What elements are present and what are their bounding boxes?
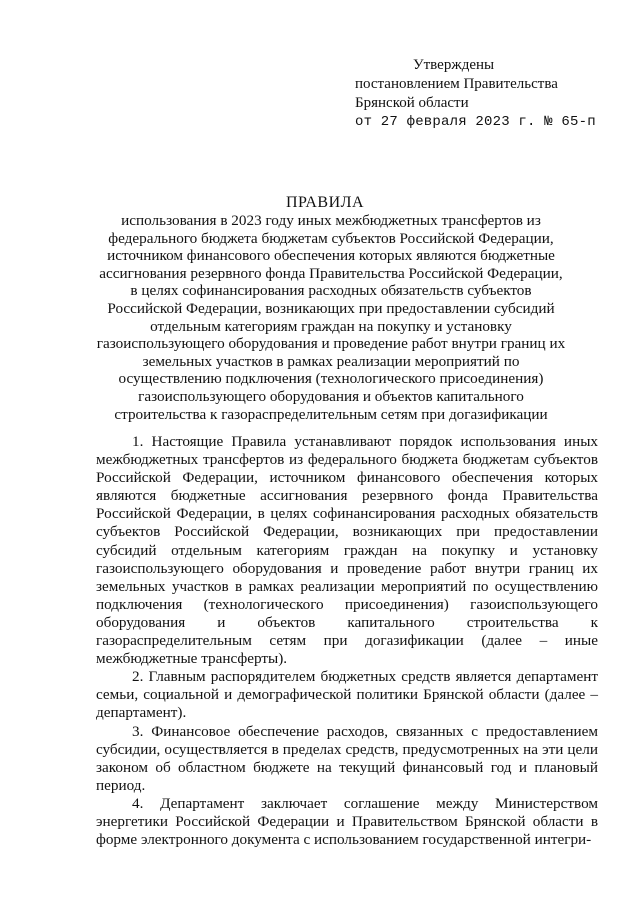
paragraph-4: 4. Департамент заключает соглашение между Министерством энергетики Российской Федерации и Правительством Брянской области в форме электронного документа с использованием государственной интегри- xyxy=(96,794,598,849)
paragraph-1: 1. Настоящие Правила устанавливают порядок использования иных межбюджетных трансфертов из федерального бюджета бюджетам субъектов Российской Федерации, источником финансового обеспечения которых являются бюджетные ассигнования резервного фонда Правительства Российской Федерации, в целях софинансирования расходных обязательств субъектов Российской Федерации, возникающих при предоставлении субсидий отдельным категориям граждан на покупку и установку газоиспользующего оборудования и проведение работ внутри границ их земельных участков в рамках реализации мероприятий по осуществлению подключения (технологического присоединения) газоиспользующего оборудования и объектов капитального строительства к газораспределительным сетям при догазификации (далее – иные межбюджетные трансферты). xyxy=(96,433,598,668)
paragraph-2: 2. Главным распорядителем бюджетных средств является департамент семьи, социальной и демографической политики Брянской области (далее – департамент). xyxy=(96,668,598,722)
approval-date-number: от 27 февраля 2023 г. № 65-п xyxy=(355,114,596,130)
document-body xyxy=(96,433,598,849)
approval-region: Брянской области xyxy=(355,95,469,111)
document-subtitle: использования в 2023 году иных межбюджетных трансфертов из федерального бюджета бюджетам субъектов Российской Федерации, источником финансового обеспечения которых являются бюджетные ассигнования резервного фонда Правительства Российской Федерации, в целях софинансирования расходных обязательств субъектов Российской Федерации, возникающих при предоставлении субсидий отдельным категориям граждан на покупку и установку газоиспользующего оборудования и проведение работ внутри границ их земельных участков в рамках реализации мероприятий по осуществлению подключения (технологического присоединения) газоиспользующего оборудования и объектов капитального строительства к газораспределительным сетям при догазификации xyxy=(96,212,566,423)
approval-resolution: постановлением Правительства xyxy=(355,76,558,92)
approval-block xyxy=(355,56,625,132)
paragraph-3: 3. Финансовое обеспечение расходов, связанных с предоставлением субсидии, осуществляется в пределах средств, предусмотренных на эти цели законом об областном бюджете на текущий финансовый год и плановый период. xyxy=(96,722,598,794)
document-title: ПРАВИЛА xyxy=(285,194,365,211)
approval-approved: Утверждены xyxy=(413,57,495,73)
